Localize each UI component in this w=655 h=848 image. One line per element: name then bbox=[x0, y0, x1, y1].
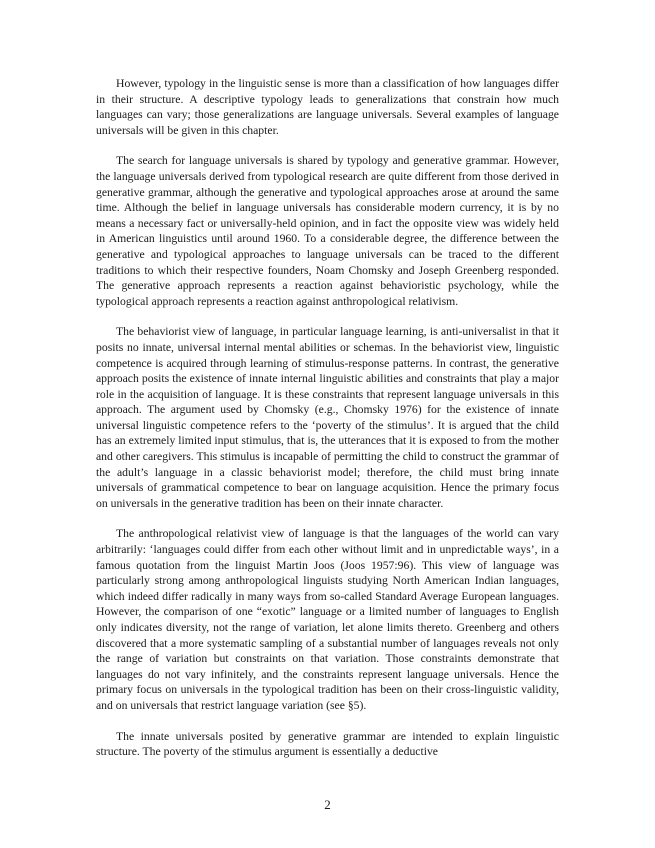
paragraph-anthropological-view: The anthropological relativist view of language is that the languages of the world can vary arbitrarily: ‘languages could differ from each other without limit and in unpredictable ways’, in a famous quotation from the linguist Martin Joos (Joos 1957:96). This view of language was particularly strong among anthropological linguists studying North American Indian languages, which indeed differ radically in many ways from so-called Standard Average European languages. However, the comparison of one “exotic” language or a limited number of languages to English only indicates diversity, not the range of variation, let alone limits thereto. Greenberg and others discovered that a more systematic sampling of a substantial number of languages reveals not only the range of variation but constraints on that variation. Those constraints demonstrate that languages do not vary infinitely, and the constraints represent language universals. Hence the primary focus on universals in the typological tradition has been on their cross-linguistic validity, and on universals that restrict language variation (see §5). bbox=[96, 527, 559, 712]
paragraph-behaviorist-view: The behaviorist view of language, in particular language learning, is anti-universalist in that it posits no innate, universal internal mental abilities or schemas. In the behaviorist view, linguistic competence is acquired through learning of stimulus-response patterns. In contrast, the generative approach posits the existence of innate internal linguistic abilities and constraints that play a major role in the acquisition of language. It is these constraints that represent language universals in this approach. The argument used by Chomsky (e.g., Chomsky 1976) for the existence of innate universal linguistic competence refers to the ‘poverty of the stimulus’. It is argued that the child has an extremely limited input stimulus, that is, the utterances that it is exposed to from the mother and other caregivers. This stimulus is incapable of permitting the child to construct the grammar of the adult’s language in a classic behaviorist model; therefore, the child must bring innate universals of grammatical competence to bear on language acquisition. Hence the primary focus on universals in the generative tradition has been on their innate character. bbox=[96, 325, 559, 510]
page-number: 2 bbox=[324, 797, 331, 812]
paragraph-typology-definition: However, typology in the linguistic sense is more than a classification of how languages differ in their structure. A descriptive typology leads to generalizations that constrain how much languages can vary; those generalizations are language universals. Several examples of language universals will be given in this chapter. bbox=[96, 77, 559, 137]
paragraph-search-for-universals: The search for language universals is shared by typology and generative grammar. However, the language universals derived from typological research are quite different from those derived in generative grammar, although the generative and typological approaches arose at around the same time. Although the belief in language universals has considerable modern currency, it is by no means a necessary fact or universally-held opinion, and in fact the opposite view was widely held in American linguistics until around 1960. To a considerable degree, the difference between the generative and typological approaches to language universals can be traced to the different traditions to which their respective founders, Noam Chomsky and Joseph Greenberg responded. The generative approach represents a reaction against behavioristic psychology, while the typological approach represents a reaction against anthropological relativism. bbox=[96, 154, 559, 308]
paragraph-innate-universals: The innate universals posited by generative grammar are intended to explain linguistic structure. The poverty of the stimulus argument is essentially a deductive bbox=[96, 729, 559, 759]
page-body bbox=[96, 76, 559, 775]
